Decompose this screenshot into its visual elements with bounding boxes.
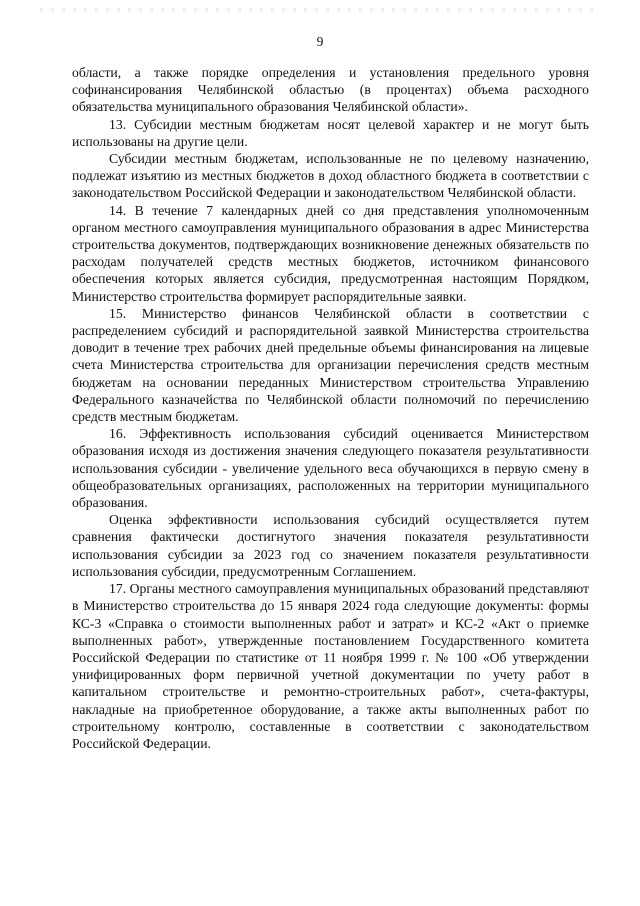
document-body — [72, 64, 589, 752]
paragraph-item-14: 14. В течение 7 календарных дней со дня представления уполномоченным органом местного самоуправления муниципального образования в адрес Министерства строительства документов, подтверждающих возникновение денежных обязательств по расходам получателей средств местных бюджетов, источником финансового обеспечения которых является субсидия, предусмотренная настоящим Порядком, Министерство строительства формирует распорядительные заявки. — [72, 202, 589, 304]
page-number: 9 — [316, 34, 324, 49]
paragraph-item-15: 15. Министерство финансов Челябинской области в соответствии с распределением субсидий и распорядительной заявкой Министерства строительства доводит в течение трех рабочих дней предельные объемы финансирования на лицевые счета Министерства строительства для организации перечисления средств местным бюджетам на основании переданных Министерством строительства Управлению Федерального казначейства по Челябинской области полномочий по перечислению средств местным бюджетам. — [72, 305, 589, 425]
paragraph-item-13-continued: Субсидии местным бюджетам, использованные не по целевому назначению, подлежат изъятию из местных бюджетов в доход областного бюджета в соответствии с законодательством Российской Федерации и законодательством Челябинской области. — [72, 151, 589, 201]
paragraph-item-16: 16. Эффективность использования субсидий оценивается Министерством образования исходя из достижения значения следующего показателя результативности использования субсидии - увеличение удельного веса обучающихся в первую смену в общеобразовательных организациях, расположенных на территории муниципального образования. — [72, 426, 589, 511]
paragraph-item-17: 17. Органы местного самоуправления муниципальных образований представляют в Министерство строительства до 15 января 2024 года следующие документы: формы КС-3 «Справка о стоимости выполненных работ и затрат» и КС-2 «Акт о приемке выполненных работ», утвержденные постановлением Государственного комитета Российской Федерации по статистике от 11 ноября 1999 г. № 100 «Об утверждении унифицированных форм первичной учетной документации по учету работ в капитальном строительстве и ремонтно-строительных работ», счета-фактуры, накладные на приобретенное оборудование, а также акты выполненных работ по строительному контролю, составленные в соответствии с законодательством Российской Федерации. — [72, 581, 589, 751]
paragraph-item-16-continued: Оценка эффективности использования субсидий осуществляется путем сравнения фактически достигнутого значения показателя результативности использования субсидии за 2023 год со значением показателя результативности использования субсидии, предусмотренным Соглашением. — [72, 512, 589, 579]
paragraph-item-13: 13. Субсидии местным бюджетам носят целевой характер и не могут быть использованы на другие цели. — [72, 116, 589, 149]
scan-artifact — [40, 8, 600, 12]
paragraph-continuation: области, а также порядке определения и установления предельного уровня софинансирования Челябинской областью (в процентах) объема расходного обязательства муниципального образования Челябинской области». — [72, 65, 589, 115]
